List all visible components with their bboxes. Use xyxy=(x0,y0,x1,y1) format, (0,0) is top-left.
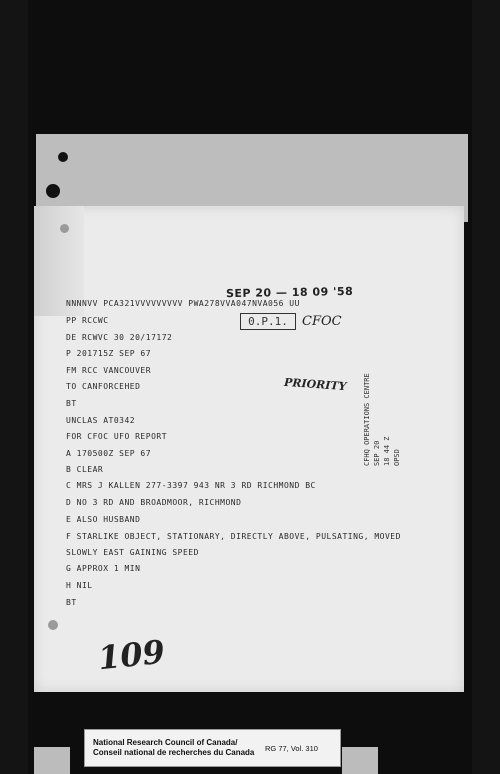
classification-line: UNCLAS AT0342 xyxy=(66,416,136,425)
side-stamp-line: OPSD xyxy=(393,449,401,466)
report-line: SLOWLY EAST GAINING SPEED xyxy=(66,548,199,557)
institution-en: National Research Council of Canada/ xyxy=(93,738,238,747)
operations-centre-stamp xyxy=(362,373,402,466)
cfoc-handwritten-note: CFOC xyxy=(302,314,342,329)
punch-hole xyxy=(60,224,69,233)
punch-hole xyxy=(46,184,60,198)
institution-fr: Conseil national de recherches du Canada xyxy=(93,748,255,757)
subject-line: FOR CFOC UFO REPORT xyxy=(66,432,168,441)
precedence-line: PP RCCWC xyxy=(66,316,109,325)
report-line: F STARLIKE OBJECT, STATIONARY, DIRECTLY ABOVE, PULSATING, MOVED xyxy=(66,532,401,541)
punch-hole xyxy=(58,152,68,162)
side-stamp-line: 18 44 Z xyxy=(383,436,391,466)
report-line: B CLEAR xyxy=(66,465,104,474)
page-number-handwritten: 109 xyxy=(96,632,167,678)
from-line: FM RCC VANCOUVER xyxy=(66,366,152,375)
opi-box: 0.P.1. xyxy=(240,313,296,330)
originator-line: DE RCWVC 30 20/17172 xyxy=(66,333,173,342)
received-date-stamp: SEP 20 — 18 09 '58 xyxy=(225,284,354,301)
report-line: A 170500Z SEP 67 xyxy=(66,449,152,458)
break-line: BT xyxy=(66,399,77,408)
routing-line: NNNNVV PCA321VVVVVVVVV PWA278VVA047NVA056 UU xyxy=(66,299,300,308)
institution-name xyxy=(93,738,254,758)
report-line: D NO 3 RD AND BROADMOOR, RICHMOND xyxy=(66,498,242,507)
report-line: H NIL xyxy=(66,581,93,590)
film-edge-block xyxy=(34,747,70,774)
report-line: BT xyxy=(66,598,77,607)
to-line: TO CANFORCEHED xyxy=(66,382,141,391)
priority-stamp: PRIORITY xyxy=(283,375,347,394)
punch-hole xyxy=(48,620,58,630)
report-line: C MRS J KALLEN 277-3397 943 NR 3 RD RICHMOND BC xyxy=(66,481,316,490)
side-stamp-line: SEP 20 xyxy=(373,440,381,466)
film-edge-block xyxy=(342,747,378,774)
side-stamp-line: CFHQ OPERATIONS CENTRE xyxy=(363,373,371,466)
report-line: G APPROX 1 MIN xyxy=(66,564,141,573)
archive-reference: RG 77, Vol. 310 xyxy=(265,744,318,753)
archive-label xyxy=(84,729,341,767)
report-line: E ALSO HUSBAND xyxy=(66,515,141,524)
datetime-line: P 201715Z SEP 67 xyxy=(66,349,152,358)
